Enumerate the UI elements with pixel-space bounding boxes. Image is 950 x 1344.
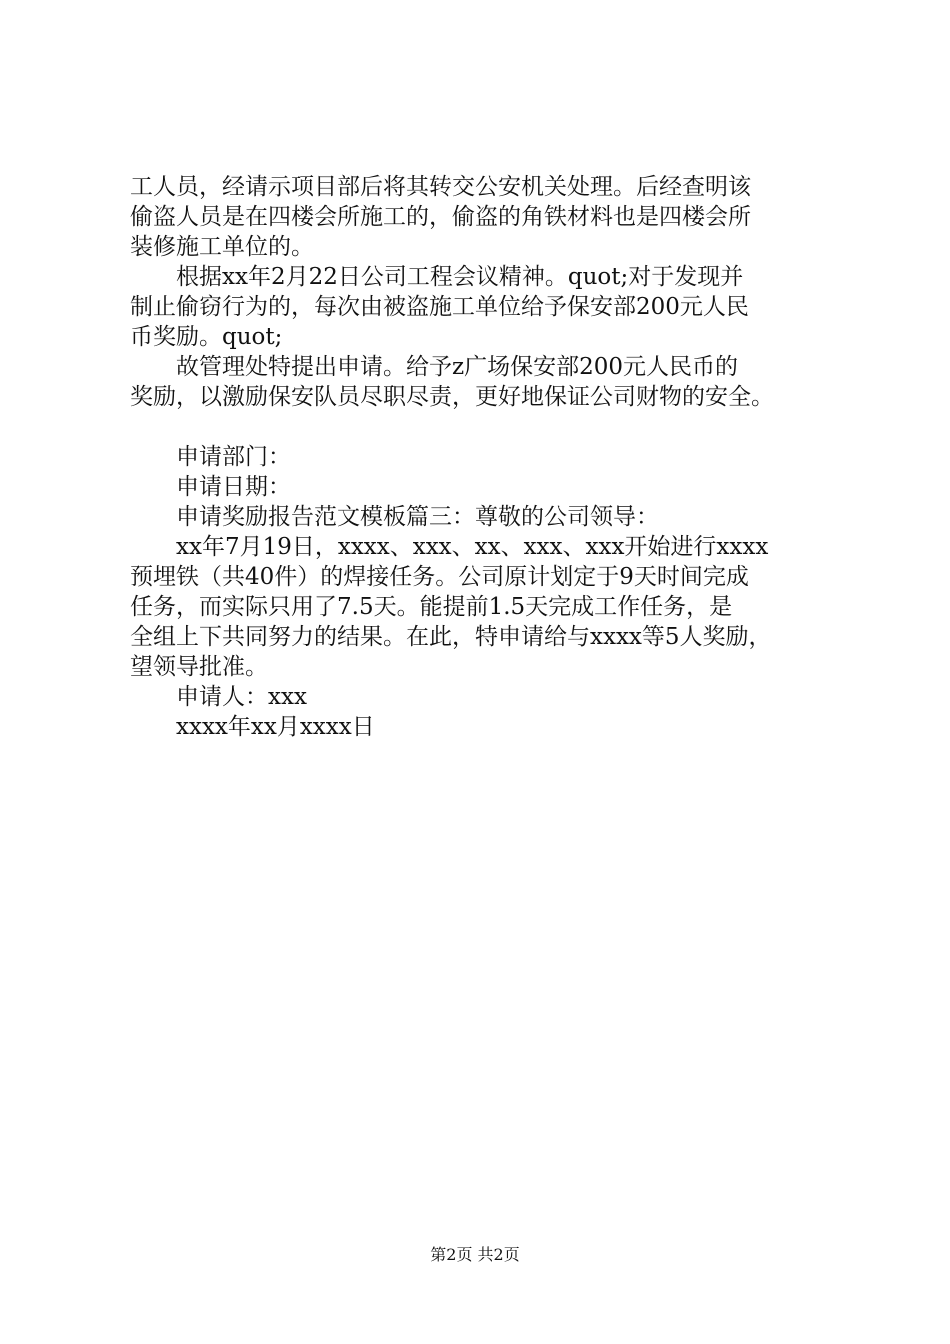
- text-line: 申请日期：: [130, 474, 291, 500]
- text-line: 制止偷窃行为的，每次由被盗施工单位给予保安部200元人民: [130, 294, 749, 320]
- text-line: 申请部门：: [130, 444, 291, 470]
- text-line: 故管理处特提出申请。给予z广场保安部200元人民币的: [130, 354, 739, 380]
- text-line: 申请奖励报告范文模板篇三：尊敬的公司领导：: [130, 504, 659, 530]
- text-line: 申请人：xxx: [130, 684, 307, 710]
- text-line: xxxx年xx月xxxx日: [130, 714, 375, 740]
- text-line: 根据xx年2月22日公司工程会议精神。quot;对于发现并: [130, 264, 744, 290]
- text-line: 望领导批准。: [130, 654, 268, 680]
- blank-line: [130, 412, 830, 442]
- page-footer: 第2页 共2页: [430, 1245, 520, 1264]
- text-line: 预埋铁（共40件）的焊接任务。公司原计划定于9天时间完成: [130, 564, 749, 590]
- text-line: 币奖励。quot;: [130, 324, 283, 350]
- text-line: 工人员，经请示项目部后将其转交公安机关处理。后经查明该: [130, 174, 751, 200]
- document-body: [130, 172, 830, 742]
- text-line: 任务，而实际只用了7.5天。能提前1.5天完成工作任务，是: [130, 594, 733, 620]
- text-line: xx年7月19日，xxxx、xxx、xx、xxx、xxx开始进行xxxx: [130, 534, 769, 560]
- text-line: 偷盗人员是在四楼会所施工的，偷盗的角铁材料也是四楼会所: [130, 204, 751, 230]
- text-line: 奖励，以激励保安队员尽职尽责，更好地保证公司财物的安全。: [130, 384, 774, 410]
- text-line: 全组上下共同努力的结果。在此，特申请给与xxxx等5人奖励，: [130, 624, 772, 650]
- text-line: 装修施工单位的。: [130, 234, 314, 260]
